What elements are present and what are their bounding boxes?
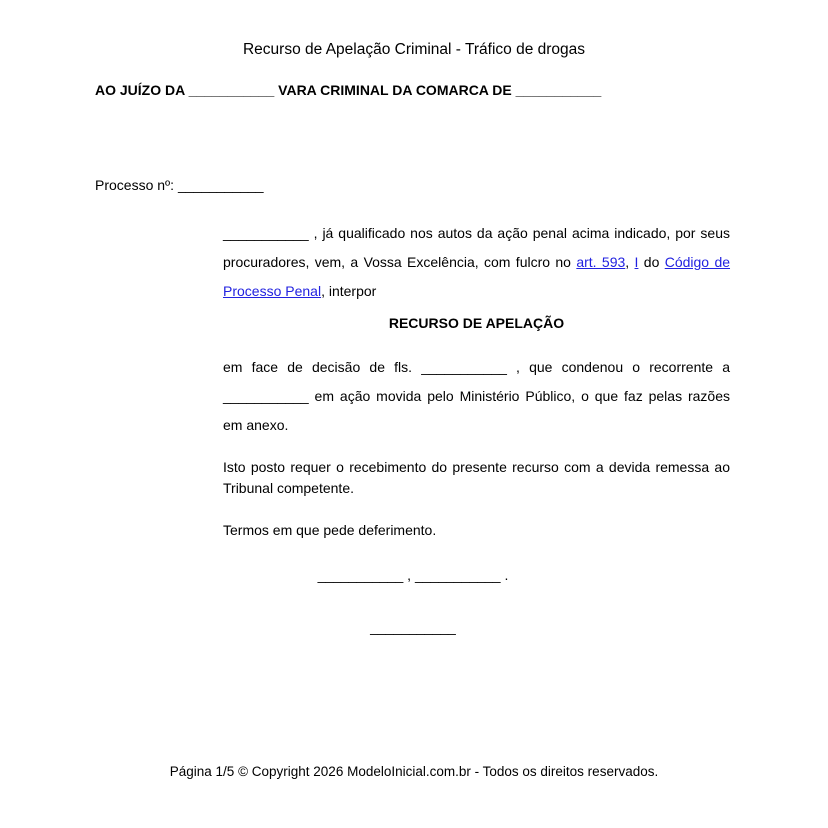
blank-sentence: ___________ [223, 388, 309, 404]
court-addressing [95, 80, 755, 101]
link-art-593[interactable]: art. 593 [576, 254, 626, 270]
intro-text-2: , interpor [321, 283, 377, 299]
blank-appellant-name: ___________ [223, 225, 309, 241]
intro-paragraph [223, 219, 730, 306]
intro-separator-1: , [625, 254, 635, 270]
date-separator: , [403, 567, 415, 583]
signature-line [95, 617, 731, 638]
request-paragraph: Isto posto requer o recebimento do presente recurso com a devida remessa ao Tribunal competente. [223, 459, 730, 496]
date-line-end: . [500, 567, 509, 583]
blank-comarca-name: ___________ [515, 82, 602, 98]
link-codigo-processo-penal[interactable]: Código de Processo Penal [223, 254, 731, 299]
closing-paragraph: Termos em que pede deferimento. [223, 522, 437, 538]
section-heading-recurso: RECURSO DE APELAÇÃO [388, 315, 565, 331]
blank-vara-number: ___________ [188, 82, 275, 98]
blank-process-number: ___________ [177, 177, 264, 193]
blank-city: ___________ [317, 567, 404, 583]
grounds-paragraph [223, 353, 730, 440]
grounds-text-1: em face de decisão de fls. [223, 359, 422, 375]
link-inciso-i[interactable]: I [634, 254, 639, 270]
blank-signature: ___________ [370, 619, 456, 635]
process-number-label: Processo nº: [95, 177, 175, 193]
intro-text-1: , já qualificado nos autos da ação penal acima indicado, por seus procuradores, vem, a Vossa Excelência, com fulcro no [223, 225, 730, 270]
date-place-line [95, 565, 731, 586]
footer-copyright: Página 1/5 © Copyright 2026 ModeloInicial.com.br - Todos os direitos reservados. [169, 764, 659, 779]
addressing-part-1: AO JUÍZO DA [95, 82, 185, 98]
document-title: Recurso de Apelação Criminal - Tráfico de drogas [242, 41, 586, 58]
intro-separator-2: do [638, 254, 665, 270]
grounds-text-2: , que condenou o recorrente a [506, 359, 730, 375]
blank-date: ___________ [414, 567, 501, 583]
grounds-text-3: em ação movida pelo Ministério Público, o que faz pelas razões em anexo. [223, 388, 730, 433]
addressing-part-2: VARA CRIMINAL DA COMARCA DE [278, 82, 512, 98]
process-number-line [95, 175, 264, 196]
blank-fls-number: ___________ [421, 359, 507, 375]
